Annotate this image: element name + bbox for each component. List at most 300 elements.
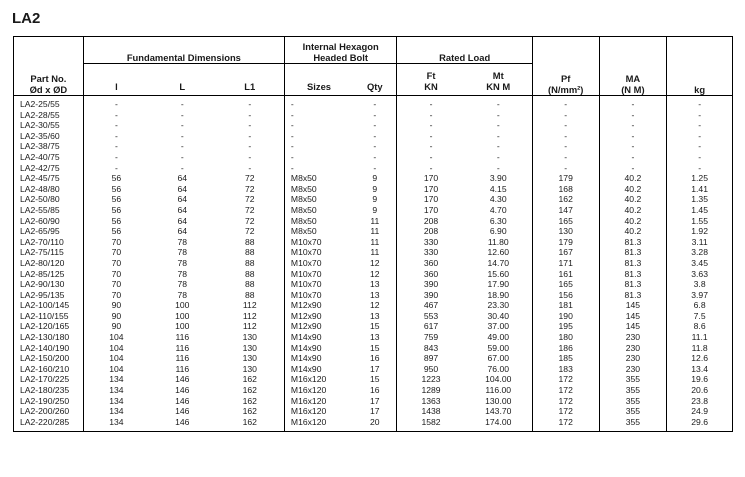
kg-cell: 19.6: [667, 374, 733, 385]
pf-cell: 172: [532, 417, 599, 432]
part-no-cell: LA2-100/145: [20, 300, 70, 311]
l-cell: 78: [177, 257, 188, 268]
part-no-cell: LA2-110/155: [20, 310, 69, 321]
part-no-cell: LA2-28/55: [20, 109, 60, 120]
part-no-cell: LA2-55/85: [20, 204, 60, 215]
mt-cell: -: [496, 120, 500, 131]
ft-cell: 170: [397, 194, 465, 205]
mt-cell: 49.00: [487, 332, 510, 343]
bolt-size-cell: M8x50: [284, 194, 353, 205]
ft-cell: -: [397, 110, 465, 121]
ft-cell: -: [397, 96, 465, 110]
ma-cell: 81.3: [599, 269, 667, 280]
l1-cell: 112: [242, 310, 257, 321]
ft-cell: 1438: [397, 406, 465, 417]
mt-cell: 4.15: [489, 183, 507, 194]
pf-cell: 195: [532, 321, 599, 332]
bolt-size-cell: M12x90: [284, 321, 353, 332]
bolt-qty-cell: -: [373, 109, 377, 120]
bolt-size-cell: -: [284, 131, 353, 142]
bolt-size-cell: M16x120: [284, 417, 353, 432]
part-no-cell: LA2-190/250: [20, 395, 70, 406]
bolt-qty-cell: 13: [370, 289, 380, 300]
ft-cell: -: [397, 152, 465, 163]
mt-cell: -: [496, 141, 500, 152]
mt-cell: -: [496, 99, 500, 109]
l-cell: 116: [175, 342, 190, 353]
part-no-cell: LA2-170/225: [20, 374, 70, 385]
bolt-qty-cell: 17: [370, 395, 380, 406]
bolt-size-cell: M12x90: [284, 311, 353, 322]
l1-cell: 72: [244, 173, 255, 184]
bolt-size-cell: M10x70: [284, 247, 353, 258]
bolt-qty-cell: 16: [370, 353, 380, 364]
pf-cell: -: [532, 163, 599, 174]
bolt-qty-cell: -: [373, 130, 377, 141]
ma-cell: 230: [599, 343, 667, 354]
bolt-size-cell: M8x50: [284, 226, 353, 237]
l-cell: 64: [177, 183, 188, 194]
kg-cell: 3.28: [667, 247, 733, 258]
bolt-qty-cell: 11: [370, 215, 380, 226]
ma-header: MA (N M): [599, 37, 667, 96]
bolt-size-cell: -: [284, 141, 353, 152]
mt-cell: 30.40: [487, 310, 510, 321]
part-no-cell: LA2-42/75: [20, 162, 60, 173]
bolt-size-cell: M8x50: [284, 205, 353, 216]
ma-cell: 81.3: [599, 290, 667, 301]
l1-cell: 72: [244, 215, 255, 226]
l-cell: 100: [175, 310, 190, 321]
ft-cell: -: [397, 163, 465, 174]
l-cell: 100: [175, 300, 190, 311]
l-small-cell: 70: [83, 258, 149, 269]
table-row: [14, 96, 733, 110]
l-header: L: [149, 64, 216, 96]
l-cell: 146: [175, 385, 190, 396]
ft-cell: 617: [397, 321, 465, 332]
bolt-size-cell: M16x120: [284, 406, 353, 417]
ft-cell: 360: [397, 258, 465, 269]
pf-cell: 190: [532, 311, 599, 322]
kg-header: kg: [667, 37, 733, 96]
l-small-cell: 90: [83, 321, 149, 332]
part-no-cell: LA2-140/190: [20, 342, 70, 353]
l-cell: -: [180, 99, 184, 109]
mt-cell: 15.60: [487, 268, 510, 279]
part-no-cell: LA2-200/260: [20, 406, 70, 417]
bolt-size-cell: M14x90: [284, 364, 353, 375]
bolt-qty-cell: -: [373, 162, 377, 173]
kg-cell: 3.11: [667, 237, 733, 248]
bolt-qty-cell: -: [373, 120, 377, 131]
table-row: [14, 321, 733, 332]
table-row: [14, 173, 733, 184]
table-row: [14, 131, 733, 142]
l1-cell: -: [248, 109, 252, 120]
ft-cell: 843: [397, 343, 465, 354]
l-small-cell: 134: [83, 396, 149, 407]
ma-cell: 230: [599, 332, 667, 343]
kg-cell: 23.8: [667, 396, 733, 407]
part-no-header: Part No. Ød x ØD: [14, 37, 84, 96]
ft-cell: 467: [397, 300, 465, 311]
ma-cell: -: [599, 163, 667, 174]
kg-cell: 11.1: [667, 332, 733, 343]
bolt-qty-cell: 9: [372, 183, 378, 194]
kg-cell: 3.97: [667, 290, 733, 301]
mt-cell: 6.30: [489, 215, 507, 226]
table-row: [14, 300, 733, 311]
l-small-cell: 70: [83, 247, 149, 258]
mt-header: Mt KN M: [465, 64, 533, 96]
part-no-cell: LA2-120/165: [20, 321, 70, 332]
mt-cell: 76.00: [487, 363, 510, 374]
kg-cell: 6.8: [667, 300, 733, 311]
ft-cell: 170: [397, 173, 465, 184]
bolt-size-cell: M10x70: [284, 237, 353, 248]
l-cell: 64: [177, 204, 188, 215]
l-cell: -: [180, 109, 184, 120]
kg-cell: 1.25: [667, 173, 733, 184]
l-cell: 146: [175, 395, 190, 406]
mt-cell: 18.90: [487, 289, 510, 300]
l-small-cell: 134: [83, 406, 149, 417]
pf-cell: -: [532, 96, 599, 110]
ma-cell: -: [599, 120, 667, 131]
table-row: [14, 163, 733, 174]
bolt-size-cell: M10x70: [284, 290, 353, 301]
ma-cell: 145: [599, 321, 667, 332]
mt-cell: 67.00: [487, 353, 510, 364]
l-small-cell: 56: [83, 194, 149, 205]
ma-cell: 81.3: [599, 247, 667, 258]
ft-cell: 1582: [397, 417, 465, 432]
bolt-qty-cell: 16: [370, 385, 380, 396]
pf-cell: -: [532, 110, 599, 121]
bolt-size-cell: M14x90: [284, 332, 353, 343]
part-no-cell: LA2-35/60: [20, 130, 60, 141]
l-small-cell: 70: [83, 279, 149, 290]
bolt-size-cell: M14x90: [284, 353, 353, 364]
ma-cell: 40.2: [599, 216, 667, 227]
table-row: [14, 311, 733, 322]
ma-cell: -: [599, 110, 667, 121]
mt-cell: 3.90: [489, 173, 507, 184]
ft-cell: 1363: [397, 396, 465, 407]
mt-cell: -: [496, 151, 500, 162]
mt-cell: 17.90: [487, 279, 510, 290]
table-header: [14, 37, 733, 96]
part-no-cell: LA2-130/180: [20, 332, 70, 343]
bolt-size-cell: M8x50: [284, 184, 353, 195]
kg-cell: 20.6: [667, 385, 733, 396]
ft-cell: 759: [397, 332, 465, 343]
l-cell: 78: [177, 236, 188, 247]
mt-cell: 143.70: [485, 406, 512, 417]
part-no-cell: LA2-60/90: [20, 215, 60, 226]
ma-cell: -: [599, 141, 667, 152]
table-row: [14, 184, 733, 195]
bolt-size-cell: M14x90: [284, 343, 353, 354]
l1-cell: 162: [242, 395, 257, 406]
ft-cell: 553: [397, 311, 465, 322]
part-no-cell: LA2-65/95: [20, 226, 60, 237]
part-no-cell: LA2-150/200: [20, 353, 70, 364]
bolt-qty-cell: -: [373, 151, 377, 162]
pf-cell: 179: [532, 237, 599, 248]
table-row: [14, 216, 733, 227]
table-row: [14, 258, 733, 269]
sizes-header: Sizes: [284, 64, 353, 96]
l-small-cell: 134: [83, 374, 149, 385]
l1-cell: 88: [244, 279, 255, 290]
l1-cell: 72: [244, 194, 255, 205]
l1-cell: 130: [242, 332, 257, 343]
l1-cell: -: [248, 99, 252, 109]
l1-cell: 130: [242, 353, 257, 364]
l-small-cell: 70: [83, 290, 149, 301]
mt-cell: 4.30: [489, 194, 507, 205]
l-small-cell: -: [83, 163, 149, 174]
l-cell: 64: [177, 194, 188, 205]
table-row: [14, 269, 733, 280]
table-row: [14, 237, 733, 248]
part-no-cell: LA2-45/75: [20, 173, 60, 184]
pf-cell: 172: [532, 396, 599, 407]
l-cell: 78: [177, 247, 188, 258]
kg-cell: -: [667, 120, 733, 131]
l-cell: 78: [177, 289, 188, 300]
ma-cell: -: [599, 96, 667, 110]
ft-cell: 208: [397, 226, 465, 237]
ft-cell: -: [397, 131, 465, 142]
bolt-qty-cell: -: [373, 141, 377, 152]
part-no-cell: LA2-70/110: [20, 236, 64, 247]
table-row: [14, 374, 733, 385]
l-cell: -: [180, 130, 184, 141]
bolt-size-cell: M12x90: [284, 300, 353, 311]
l1-cell: -: [248, 130, 252, 141]
kg-cell: 1.92: [667, 226, 733, 237]
l1-cell: 88: [244, 236, 255, 247]
l-small-cell: 56: [83, 226, 149, 237]
table-body: [14, 96, 733, 432]
l-cell: -: [180, 162, 184, 173]
table-row: [14, 417, 733, 432]
l-cell: -: [180, 120, 184, 131]
kg-cell: 3.8: [667, 279, 733, 290]
table-row: [14, 385, 733, 396]
ft-cell: 208: [397, 216, 465, 227]
l-small-cell: 70: [83, 237, 149, 248]
mt-cell: 116.00: [485, 385, 512, 396]
bolt-qty-cell: 9: [372, 204, 378, 215]
ma-cell: 355: [599, 374, 667, 385]
bolt-qty-cell: 17: [370, 406, 380, 417]
table-row: [14, 226, 733, 237]
l-cell: 116: [175, 363, 190, 374]
l-cell: -: [180, 151, 184, 162]
table-row: [14, 290, 733, 301]
l-cell: 146: [175, 406, 190, 417]
l-small-cell: 90: [83, 311, 149, 322]
l1-cell: 130: [242, 342, 257, 353]
mt-cell: 6.90: [489, 226, 507, 237]
bolt-size-cell: M8x50: [284, 216, 353, 227]
bolt-size-cell: M16x120: [284, 374, 353, 385]
part-no-cell: LA2-95/135: [20, 289, 65, 300]
ft-cell: 330: [397, 237, 465, 248]
specification-table: [13, 36, 733, 432]
mt-cell: 104.00: [485, 374, 512, 385]
pf-header: Pf (N/mm²): [532, 37, 599, 96]
bolt-qty-cell: 15: [370, 342, 380, 353]
mt-cell: -: [496, 162, 500, 173]
kg-cell: 24.9: [667, 406, 733, 417]
pf-cell: 147: [532, 205, 599, 216]
l1-cell: 112: [242, 321, 257, 332]
bolt-qty-cell: 12: [370, 300, 380, 311]
bolt-size-cell: -: [284, 152, 353, 163]
ft-cell: 390: [397, 279, 465, 290]
table-row: [14, 120, 733, 131]
fundamental-dimensions-header: Fundamental Dimensions: [83, 37, 284, 64]
l1-cell: 72: [244, 226, 255, 237]
ft-cell: 897: [397, 353, 465, 364]
part-no-cell: LA2-50/80: [20, 194, 60, 205]
kg-cell: 29.6: [667, 417, 733, 432]
pf-cell: 161: [532, 269, 599, 280]
kg-cell: 13.4: [667, 364, 733, 375]
l-small-cell: -: [83, 141, 149, 152]
pf-cell: -: [532, 141, 599, 152]
pf-cell: 186: [532, 343, 599, 354]
table-row: [14, 110, 733, 121]
l-cell: 146: [175, 374, 190, 385]
table-row: [14, 332, 733, 343]
pf-cell: -: [532, 152, 599, 163]
l-cell: 100: [175, 321, 190, 332]
bolt-size-cell: -: [284, 110, 353, 121]
kg-cell: -: [667, 163, 733, 174]
l1-cell: 72: [244, 204, 255, 215]
kg-cell: -: [667, 96, 733, 110]
l1-cell: 112: [242, 300, 257, 311]
part-no-cell: LA2-48/80: [20, 183, 60, 194]
l1-cell: 88: [244, 257, 255, 268]
kg-cell: -: [667, 141, 733, 152]
part-no-cell: LA2-40/75: [20, 151, 60, 162]
ft-cell: 1223: [397, 374, 465, 385]
l-small-cell: -: [83, 120, 149, 131]
mt-cell: 14.70: [487, 257, 510, 268]
ma-cell: -: [599, 152, 667, 163]
l-small-cell: 104: [83, 364, 149, 375]
l-small-cell: -: [83, 110, 149, 121]
mt-cell: 12.60: [487, 247, 510, 258]
pf-cell: -: [532, 120, 599, 131]
bolt-header: Internal Hexagon Headed Bolt: [284, 37, 397, 64]
mt-cell: 174.00: [485, 416, 512, 427]
ft-cell: 950: [397, 364, 465, 375]
bolt-qty-cell: -: [373, 99, 377, 109]
ma-cell: 230: [599, 353, 667, 364]
table-row: [14, 247, 733, 258]
bolt-qty-cell: 13: [370, 279, 380, 290]
l-small-cell: -: [83, 96, 149, 110]
ft-cell: 390: [397, 290, 465, 301]
l-small-header: l: [83, 64, 149, 96]
l-small-cell: 70: [83, 269, 149, 280]
l-cell: 64: [177, 215, 188, 226]
kg-cell: 1.55: [667, 216, 733, 227]
pf-cell: 168: [532, 184, 599, 195]
kg-cell: -: [667, 152, 733, 163]
pf-cell: -: [532, 131, 599, 142]
mt-cell: 37.00: [487, 321, 510, 332]
l-cell: 146: [175, 416, 190, 427]
part-no-cell: LA2-220/285: [20, 416, 70, 427]
bolt-qty-cell: 20: [370, 416, 380, 427]
table-row: [14, 205, 733, 216]
ft-cell: 170: [397, 184, 465, 195]
l-small-cell: 56: [83, 205, 149, 216]
kg-cell: 7.5: [667, 311, 733, 322]
l-cell: 64: [177, 226, 188, 237]
l1-cell: 88: [244, 247, 255, 258]
ma-cell: 40.2: [599, 194, 667, 205]
bolt-size-cell: -: [284, 96, 353, 110]
mt-cell: 59.00: [487, 342, 510, 353]
l1-cell: -: [248, 151, 252, 162]
pf-cell: 162: [532, 194, 599, 205]
table-row: [14, 364, 733, 375]
pf-cell: 171: [532, 258, 599, 269]
ft-header: Ft KN: [397, 64, 465, 96]
ma-cell: 40.2: [599, 205, 667, 216]
part-no-cell: LA2-90/130: [20, 279, 65, 290]
ma-cell: 81.3: [599, 258, 667, 269]
kg-cell: 3.45: [667, 258, 733, 269]
ma-cell: 355: [599, 396, 667, 407]
kg-cell: 1.45: [667, 205, 733, 216]
mt-cell: -: [496, 109, 500, 120]
pf-cell: 165: [532, 279, 599, 290]
bolt-qty-cell: 15: [370, 321, 380, 332]
bolt-qty-cell: 9: [372, 194, 378, 205]
kg-cell: 8.6: [667, 321, 733, 332]
part-no-cell: LA2-160/210: [20, 363, 70, 374]
l-small-cell: 134: [83, 417, 149, 432]
rated-load-header: Rated Load: [397, 37, 532, 64]
pf-cell: 172: [532, 374, 599, 385]
bolt-qty-cell: 9: [372, 173, 378, 184]
kg-cell: 3.63: [667, 269, 733, 280]
qty-header: Qty: [353, 64, 397, 96]
l-small-cell: 104: [83, 343, 149, 354]
pf-cell: 180: [532, 332, 599, 343]
bolt-size-cell: M10x70: [284, 269, 353, 280]
part-no-cell: LA2-25/55: [20, 99, 60, 109]
part-no-cell: LA2-75/115: [20, 247, 64, 258]
l-cell: -: [180, 141, 184, 152]
bolt-qty-cell: 17: [370, 363, 380, 374]
mt-cell: 4.70: [489, 204, 507, 215]
l-small-cell: 104: [83, 332, 149, 343]
l1-cell: -: [248, 120, 252, 131]
bolt-size-cell: M10x70: [284, 279, 353, 290]
